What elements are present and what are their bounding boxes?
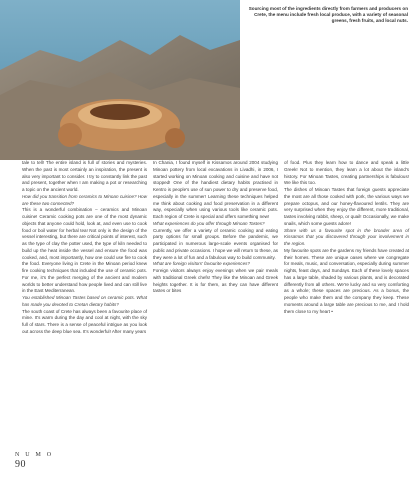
article-column-1 (22, 160, 147, 336)
article-column-2 (153, 160, 278, 295)
col1-para-2: This is a wonderful combination – ceramics and Minoan cuisine! Ceramic cooking pots are one of the most dynamic objects that anyone could hold, look at, and even use to cook food or boil water for herbal tea! Not only is the design of the vessel interesting, but there are critical points of interest, such as the type of clay the potter used, the type of kiln needed to build up the heat inside the vessel and ensure the food was cooked, and, most importantly, how one could use fire to cook the food. Everyone living in Crete in the Minoan period knew fire cooking techniques that included the use of ceramic pots. For me, it's the perfect merging of the ancient and modern worlds to better understand how people lived and can still live in the East Mediterranean. (22, 207, 147, 294)
photo-caption (244, 6, 408, 25)
col2-para-1: In Chania, I found myself in Kissamos around 2004 studying Minoan pottery from local excavations in Livadhi, in 2006, I started working on Minoan cooking and cuisine and have not stopped! One of the handiest dietary habits practised in Kentro is people's use of sun power to dry and preserve food, especially in the summer! Learning these techniques helped me think about cooking and food preservation in a different way, especially when using various tools like ceramic pots. Each region of Crete is special and offers something new! (153, 160, 278, 219)
feature-photo (0, 0, 240, 160)
col1-para-3: The south coast of Crete has always been a favourite place of mine. It's warm during the day and cool at night, with the sky full of stars. There is a sense of peaceful intrigue as you look out across the deep blue sea. It's wonderful! After many years (22, 308, 147, 334)
page-number: 90 (15, 459, 26, 470)
magazine-brand: N U M O (15, 452, 54, 458)
col3-para-2: The dishes of Minoan Tastes that foreign guests appreciate the most are all those cooked with pork, the various ways we prepare octopus, and our honey-flavoured lentils. They are very surprised when they enjoy the different, more traditional, tastes involving rabbit, sheep, or quail! Occasionally, we make snails, which some guests adore! (284, 187, 409, 226)
col1-question-1: How did you transition from ceramics to Minoan cuisine? How are these two connected? (22, 193, 147, 206)
page-footer (15, 452, 53, 470)
col2-question-1: What experiences do you offer through Minoan Tastes? (153, 220, 265, 226)
article-column-3 (284, 160, 409, 315)
photo-caption-text: Sourcing most of the ingredients directly from farmers and producers on Crete, the menu include fresh local produce, with a variety of seasonal greens, fresh fruits, and local nuts. (248, 6, 408, 24)
col2-para-2: Currently, we offer a variety of ceramic cooking and eating party options for small groups. Before the pandemic, we participated in numerous large-scale events organised for public and private occasions. I hope we will return to these, as they were a lot of fun and a fabulous way to build community. (153, 227, 278, 260)
col1-question-2: You established Minoan Tastes based on ceramic pots. What has made you devoted to Cretan dietary habits? (22, 295, 147, 307)
col3-para-1: of food. Plus they learn how to dance and speak a little Greek! Not to mention, they learn a lot about the island's history. For Minoan Tastes, creating partnerships is fabulous! We like this too. (284, 160, 409, 186)
col1-para-1: tale to tell! The entire island is full of stories and mysteries. When the past is most certainly an inspiration, the present is also very important to consider. I try to constantly link the past and present, together when I am making a pot or researching a topic on the ancient world. (22, 160, 147, 192)
col2-question-2: What are foreign visitors' favourite experiences? (153, 261, 250, 267)
coastal-photo-illustration (0, 0, 240, 160)
col3-question-1: Share with us a favourite spot in the broader area of Kissamos that you discovered through your involvement in the region. (284, 227, 409, 246)
col2-para-3: Foreign visitors always enjoy evenings when we pair meals with traditional Greek chefs! They like the Minoan and Greek heights together. It is for them, as they can have different tastes or bites (153, 268, 278, 294)
col3-para-3: My favourite spots are the gardens my friends have created at their homes. These are unique oases where we congregate for meals, music, and conversation, especially during summer nights, feast days, and Sundays. Each of these lovely spaces has a large table, shaded by various plants, and is decorated differently from all others. We're lucky and so very comforting as a whole; these spaces are precious. As a bonus, the people who make them and the company they keep. These moments around a large table are precious to me, and I hold them close to my heart • (284, 247, 409, 314)
